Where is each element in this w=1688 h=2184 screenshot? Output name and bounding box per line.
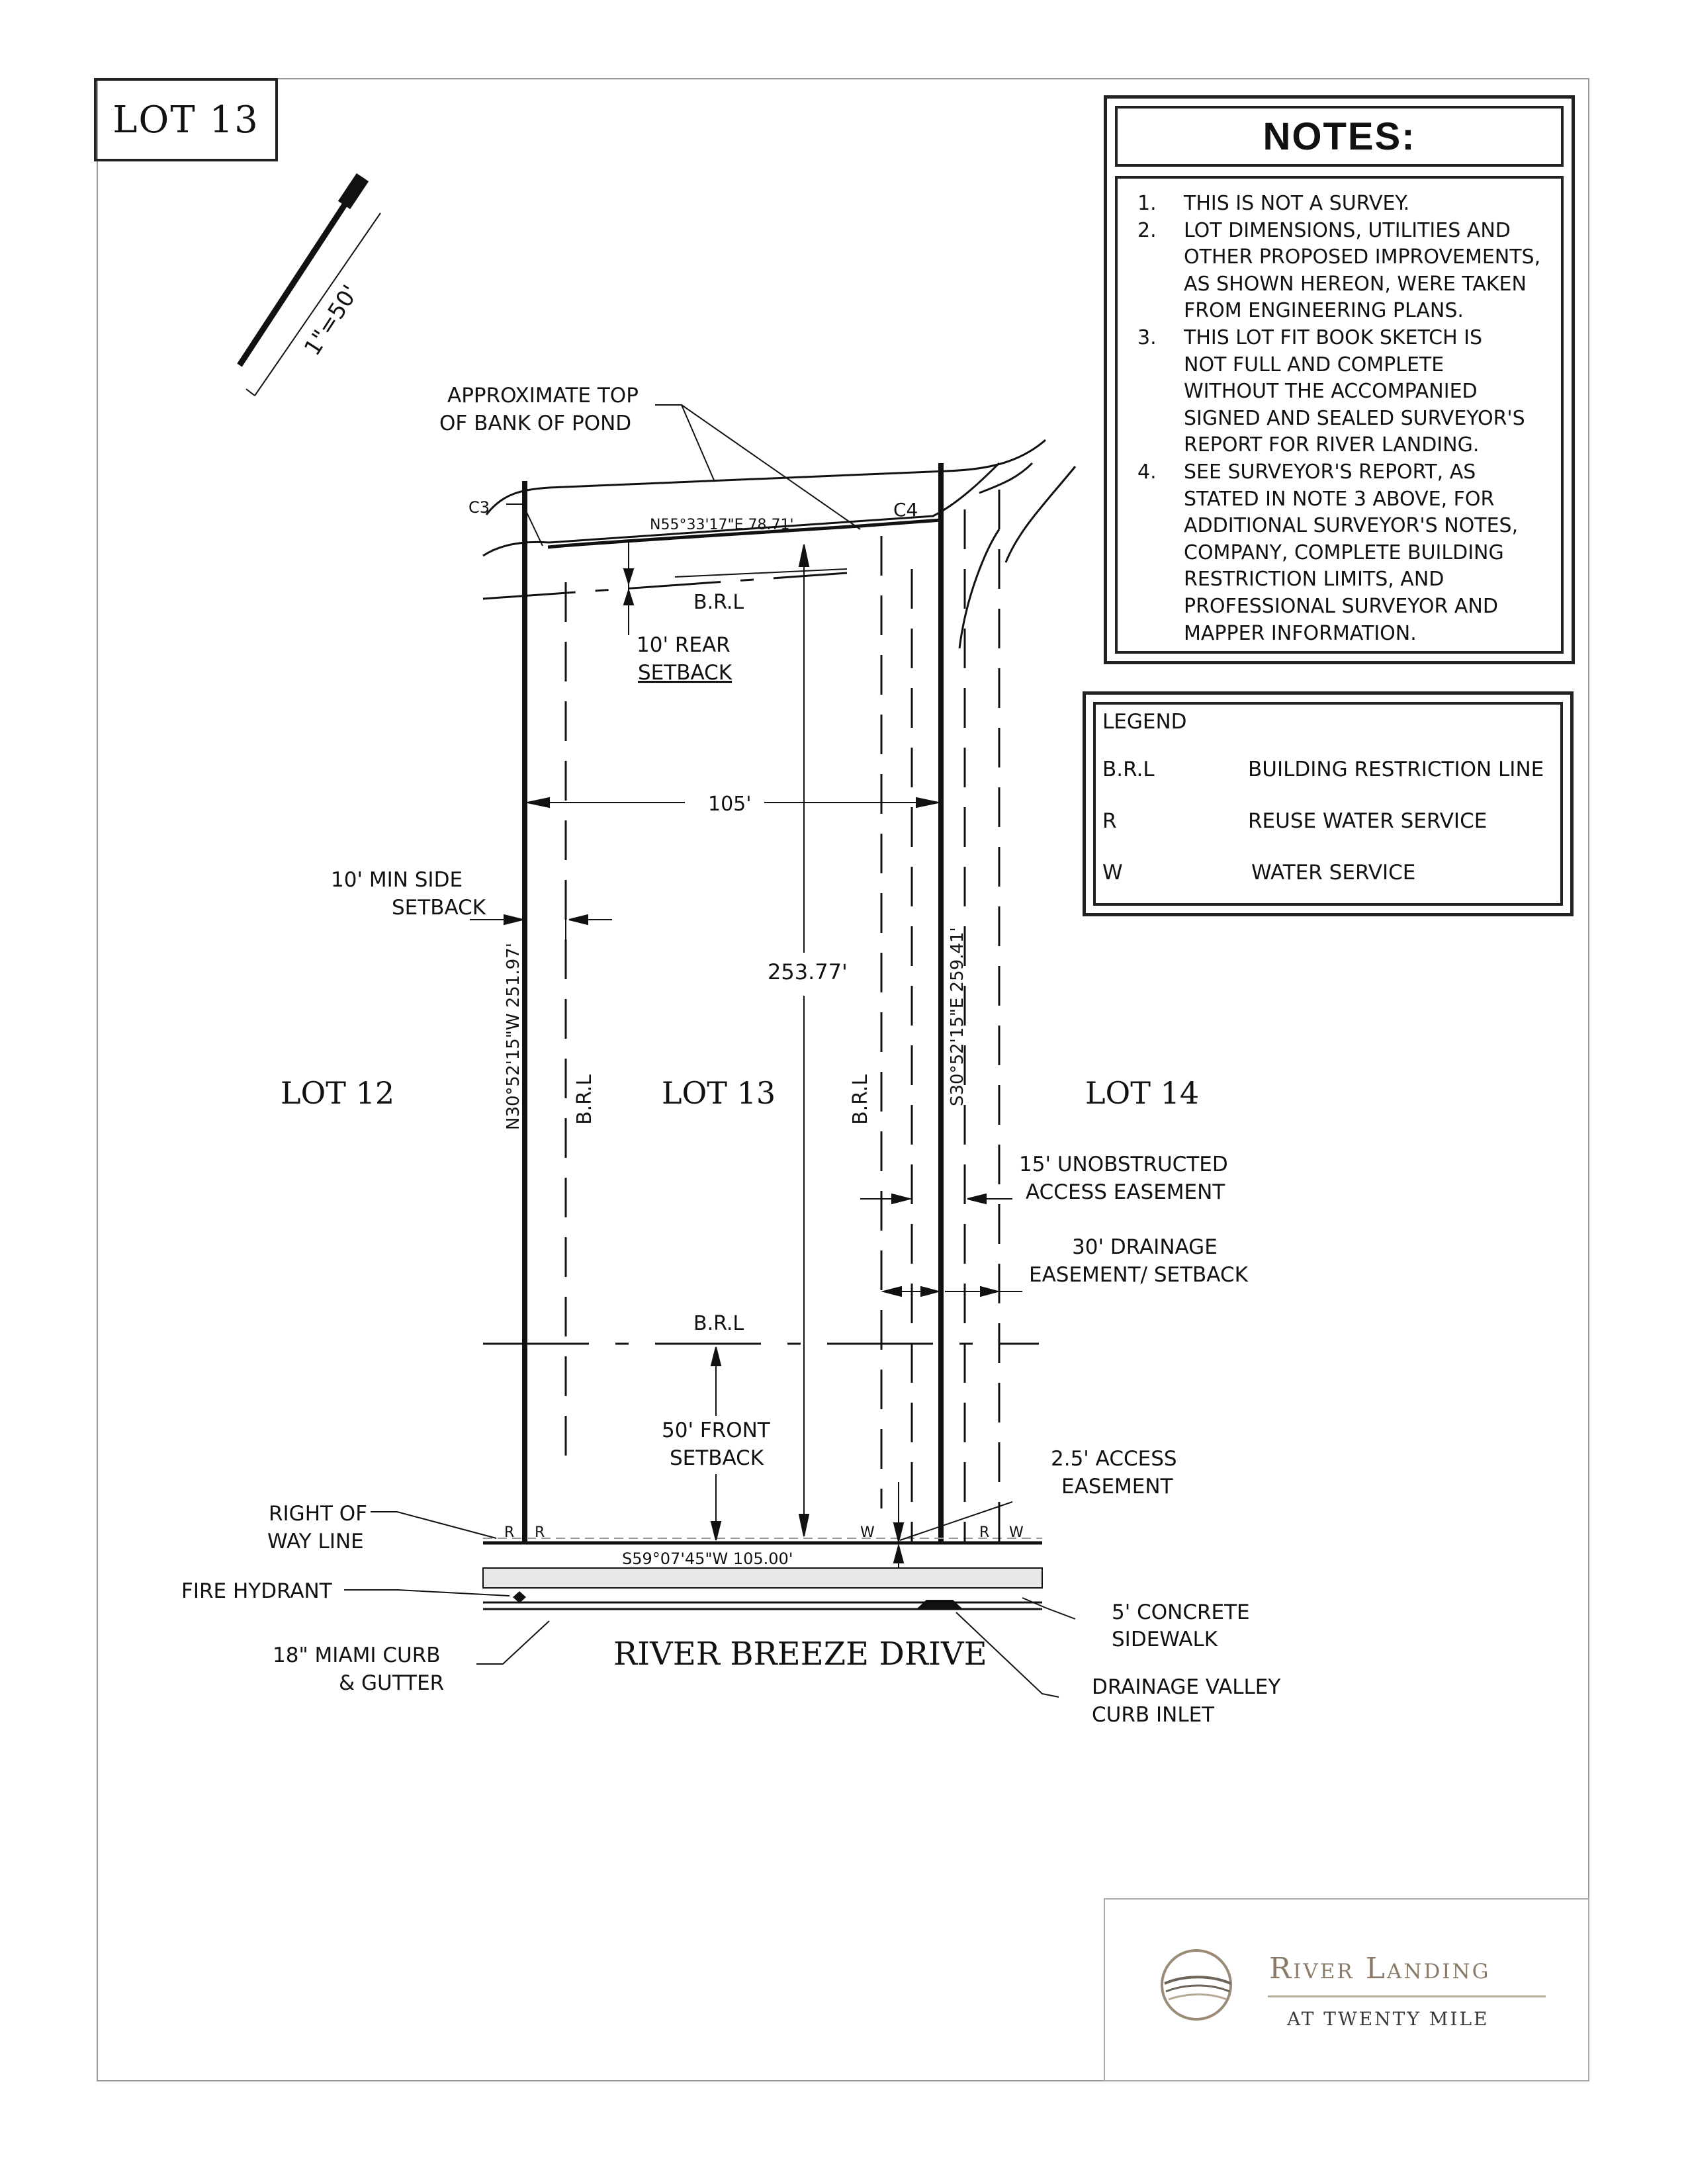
lot12-label: LOT 12 bbox=[281, 1075, 395, 1111]
depth-dimension bbox=[799, 545, 809, 1536]
front-setback-line2: SETBACK bbox=[670, 1446, 764, 1470]
drainage-line1: 30' DRAINAGE bbox=[1072, 1235, 1218, 1259]
notes-title-box bbox=[1115, 106, 1564, 167]
legend-title: LEGEND bbox=[1102, 710, 1187, 734]
note-text: SEE SURVEYOR'S REPORT, AS STATED IN NOTE 3 ABOVE, FOR ADDITIONAL SURVEYOR'S NOTES, COMPANY, COMPLETE BUILDING RESTRICTION LIMITS, AND PROFESSIONAL SURVEYOR AND MAPPER INFORMATION. bbox=[1184, 460, 1519, 645]
sidewalk-line1: 5' CONCRETE bbox=[1112, 1600, 1250, 1624]
easement15-line2: ACCESS EASEMENT bbox=[1026, 1180, 1225, 1204]
row-line2: WAY LINE bbox=[267, 1530, 364, 1553]
row-line1: RIGHT OF bbox=[269, 1502, 368, 1526]
curb-line1: 18" MIAMI CURB bbox=[273, 1643, 441, 1667]
logo-subtitle: AT TWENTY MILE bbox=[1287, 2008, 1489, 2030]
rear-setback-line1: 10' REAR bbox=[637, 633, 731, 657]
front-bearing-label: S59°07'45"W 105.00' bbox=[622, 1550, 793, 1568]
front-brl-label: B.R.L bbox=[693, 1312, 744, 1335]
note-number: 2. bbox=[1137, 218, 1157, 242]
rear-setback-line2: SETBACK bbox=[638, 661, 733, 685]
inlet-line2: CURB INLET bbox=[1092, 1703, 1215, 1727]
logo-name: River Landing bbox=[1269, 1952, 1491, 1986]
rear-brl-label: B.R.L bbox=[693, 591, 744, 614]
curb-inlet bbox=[916, 1600, 963, 1609]
legend-desc: BUILDING RESTRICTION LINE bbox=[1248, 758, 1544, 781]
depth-label: 253.77' bbox=[768, 959, 848, 984]
pond-label-line1: APPROXIMATE TOP bbox=[447, 384, 639, 408]
rear-brl-line bbox=[483, 573, 847, 599]
c3-label: C3 bbox=[468, 498, 490, 517]
legend-code: R bbox=[1102, 809, 1117, 833]
legend-code: B.R.L bbox=[1102, 758, 1155, 781]
right-brl-label: B.R.L bbox=[849, 1074, 872, 1125]
logo-box bbox=[1104, 1898, 1589, 2081]
note-item bbox=[1137, 325, 1553, 459]
easement15-line1: 15' UNOBSTRUCTED bbox=[1019, 1153, 1228, 1176]
notes-body bbox=[1115, 176, 1564, 654]
fire-hydrant-label: FIRE HYDRANT bbox=[181, 1579, 332, 1603]
drainage-line2: EASEMENT/ SETBACK bbox=[1029, 1263, 1248, 1287]
note-item bbox=[1137, 218, 1553, 325]
curb-line2: & GUTTER bbox=[339, 1671, 445, 1695]
note-item bbox=[1137, 191, 1553, 218]
street-label: RIVER BREEZE DRIVE bbox=[613, 1636, 987, 1673]
left-brl-label: B.R.L bbox=[573, 1074, 596, 1125]
logo-rule bbox=[1268, 1995, 1546, 1997]
rear-bearing-label: N55°33'17"E 78.71' bbox=[650, 517, 794, 533]
note-item bbox=[1137, 459, 1553, 647]
access25-line2: EASEMENT bbox=[1061, 1475, 1173, 1499]
setback-lines bbox=[566, 490, 999, 1542]
w-marker-2: W bbox=[1009, 1524, 1024, 1541]
notes-title: NOTES: bbox=[1263, 114, 1416, 158]
right-bearing-label: S30°52'15"E 259.41' bbox=[948, 927, 967, 1106]
c4-label: C4 bbox=[893, 499, 918, 521]
lot13-label: LOT 13 bbox=[662, 1075, 776, 1111]
note-number: 1. bbox=[1137, 192, 1157, 215]
lot14-label: LOT 14 bbox=[1085, 1075, 1200, 1111]
side-setback-line2: SETBACK bbox=[392, 896, 486, 920]
legend-desc: WATER SERVICE bbox=[1251, 861, 1416, 885]
front-setback-line1: 50' FRONT bbox=[662, 1419, 770, 1442]
r-marker-2: R bbox=[535, 1524, 545, 1541]
r-marker-3: R bbox=[979, 1524, 990, 1541]
side-setback-line1: 10' MIN SIDE bbox=[331, 868, 463, 892]
left-bearing-label: N30°52'15"W 251.97' bbox=[504, 943, 523, 1130]
width-label: 105' bbox=[708, 793, 752, 816]
lot-title: LOT 13 bbox=[112, 98, 259, 142]
r-marker: R bbox=[504, 1524, 515, 1541]
legend-body bbox=[1093, 702, 1563, 906]
inlet-line1: DRAINAGE VALLEY bbox=[1092, 1675, 1281, 1699]
access25-line1: 2.5' ACCESS bbox=[1051, 1447, 1177, 1471]
scale-label: 1"=50' bbox=[299, 280, 365, 361]
note-number: 3. bbox=[1137, 326, 1157, 349]
legend-code: W bbox=[1102, 861, 1123, 885]
note-number: 4. bbox=[1137, 460, 1157, 484]
note-text: THIS IS NOT A SURVEY. bbox=[1184, 192, 1410, 215]
north-arrow bbox=[240, 177, 380, 396]
sidewalk-line2: SIDEWALK bbox=[1112, 1628, 1218, 1651]
note-text: THIS LOT FIT BOOK SKETCH IS NOT FULL AND COMPLETE WITHOUT THE ACCOMPANIED SIGNED AND SEALED SURVEYOR'S REPORT FOR RIVER LANDING. bbox=[1184, 326, 1525, 457]
note-text: LOT DIMENSIONS, UTILITIES AND OTHER PROPOSED IMPROVEMENTS, AS SHOWN HEREON, WERE TAKEN FROM ENGINEERING PLANS. bbox=[1184, 218, 1541, 323]
fire-hydrant-symbol bbox=[513, 1591, 526, 1603]
pond-label-line2: OF BANK OF POND bbox=[439, 412, 632, 435]
sidewalk bbox=[483, 1568, 1042, 1588]
legend-desc: REUSE WATER SERVICE bbox=[1248, 809, 1488, 833]
w-marker: W bbox=[860, 1524, 875, 1541]
